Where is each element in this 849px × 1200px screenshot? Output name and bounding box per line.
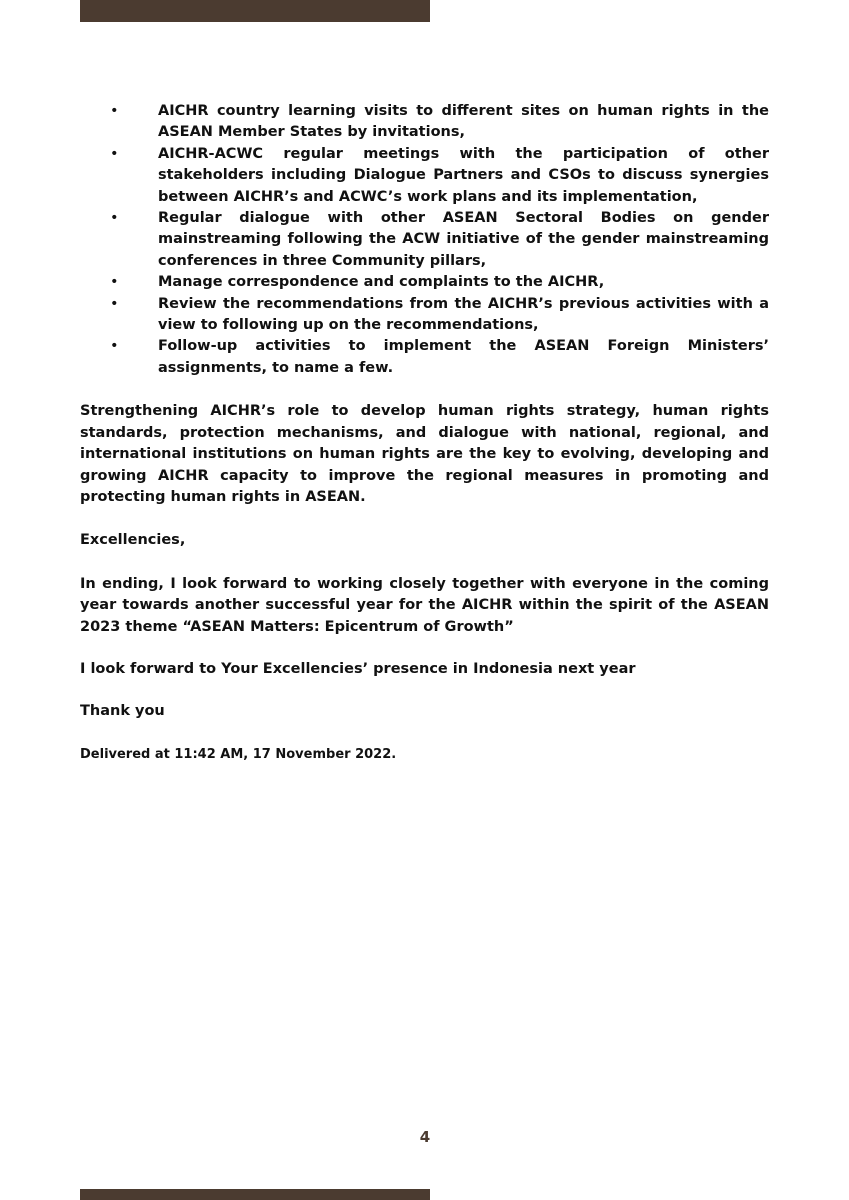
list-item-text: AICHR-ACWC regular meetings with the participation of other stakeholders including Dialogue Partners and CSOs to discuss synergies between AICHR’s and ACWC’s work plans and its implementation, xyxy=(158,145,769,205)
bullet-icon: • xyxy=(110,145,119,162)
list-item xyxy=(80,144,769,208)
list-item xyxy=(80,272,769,293)
closing-paragraph: In ending, I look forward to working closely together with everyone in the coming year towards another successful year for the AICHR within the spirit of the ASEAN 2023 theme “ASEAN Matters: Epicentrum of Growth” xyxy=(80,575,769,635)
strengthening-paragraph: Strengthening AICHR’s role to develop human rights strategy, human rights standards, protection mechanisms, and dialogue with national, regional, and international institutions on human rights are the key to evolving, developing and growing AICHR capacity to improve the regional measures in promoting and protecting human rights in ASEAN. xyxy=(80,403,769,505)
list-item xyxy=(80,336,769,379)
list-item-text: Review the recommendations from the AICHR’s previous activities with a view to following up on the recommendations, xyxy=(158,295,769,334)
bullet-icon: • xyxy=(110,338,119,355)
thank-you-line: Thank you xyxy=(80,703,165,720)
list-item-text: Regular dialogue with other ASEAN Sectoral Bodies on gender mainstreaming following the ACW initiative of the gender mainstreaming conferences in three Community pillars, xyxy=(158,210,769,269)
list-item-text: Manage correspondence and complaints to the AICHR, xyxy=(158,274,605,291)
header-decorative-bar xyxy=(80,0,430,22)
bullet-icon: • xyxy=(110,103,119,119)
presence-paragraph: I look forward to Your Excellencies’ presence in Indonesia next year xyxy=(80,660,636,677)
list-item-text: Follow-up activities to implement the ASEAN Foreign Ministers’ assignments, to name a few. xyxy=(158,338,769,376)
document-body xyxy=(80,101,769,765)
list-item xyxy=(80,294,769,337)
bullet-icon: • xyxy=(110,295,119,312)
list-item xyxy=(80,208,769,272)
page-number: 4 xyxy=(419,1128,431,1146)
delivery-timestamp: Delivered at 11:42 AM, 17 November 2022. xyxy=(80,746,397,762)
list-item xyxy=(80,101,769,144)
footer-decorative-bar xyxy=(80,1189,430,1200)
activity-list xyxy=(80,101,769,379)
list-item-text: AICHR country learning visits to different sites on human rights in the ASEAN Member States by invitations, xyxy=(158,103,769,141)
excellencies-salutation: Excellencies, xyxy=(80,532,186,549)
bullet-icon: • xyxy=(110,274,119,291)
bullet-icon: • xyxy=(110,210,119,227)
